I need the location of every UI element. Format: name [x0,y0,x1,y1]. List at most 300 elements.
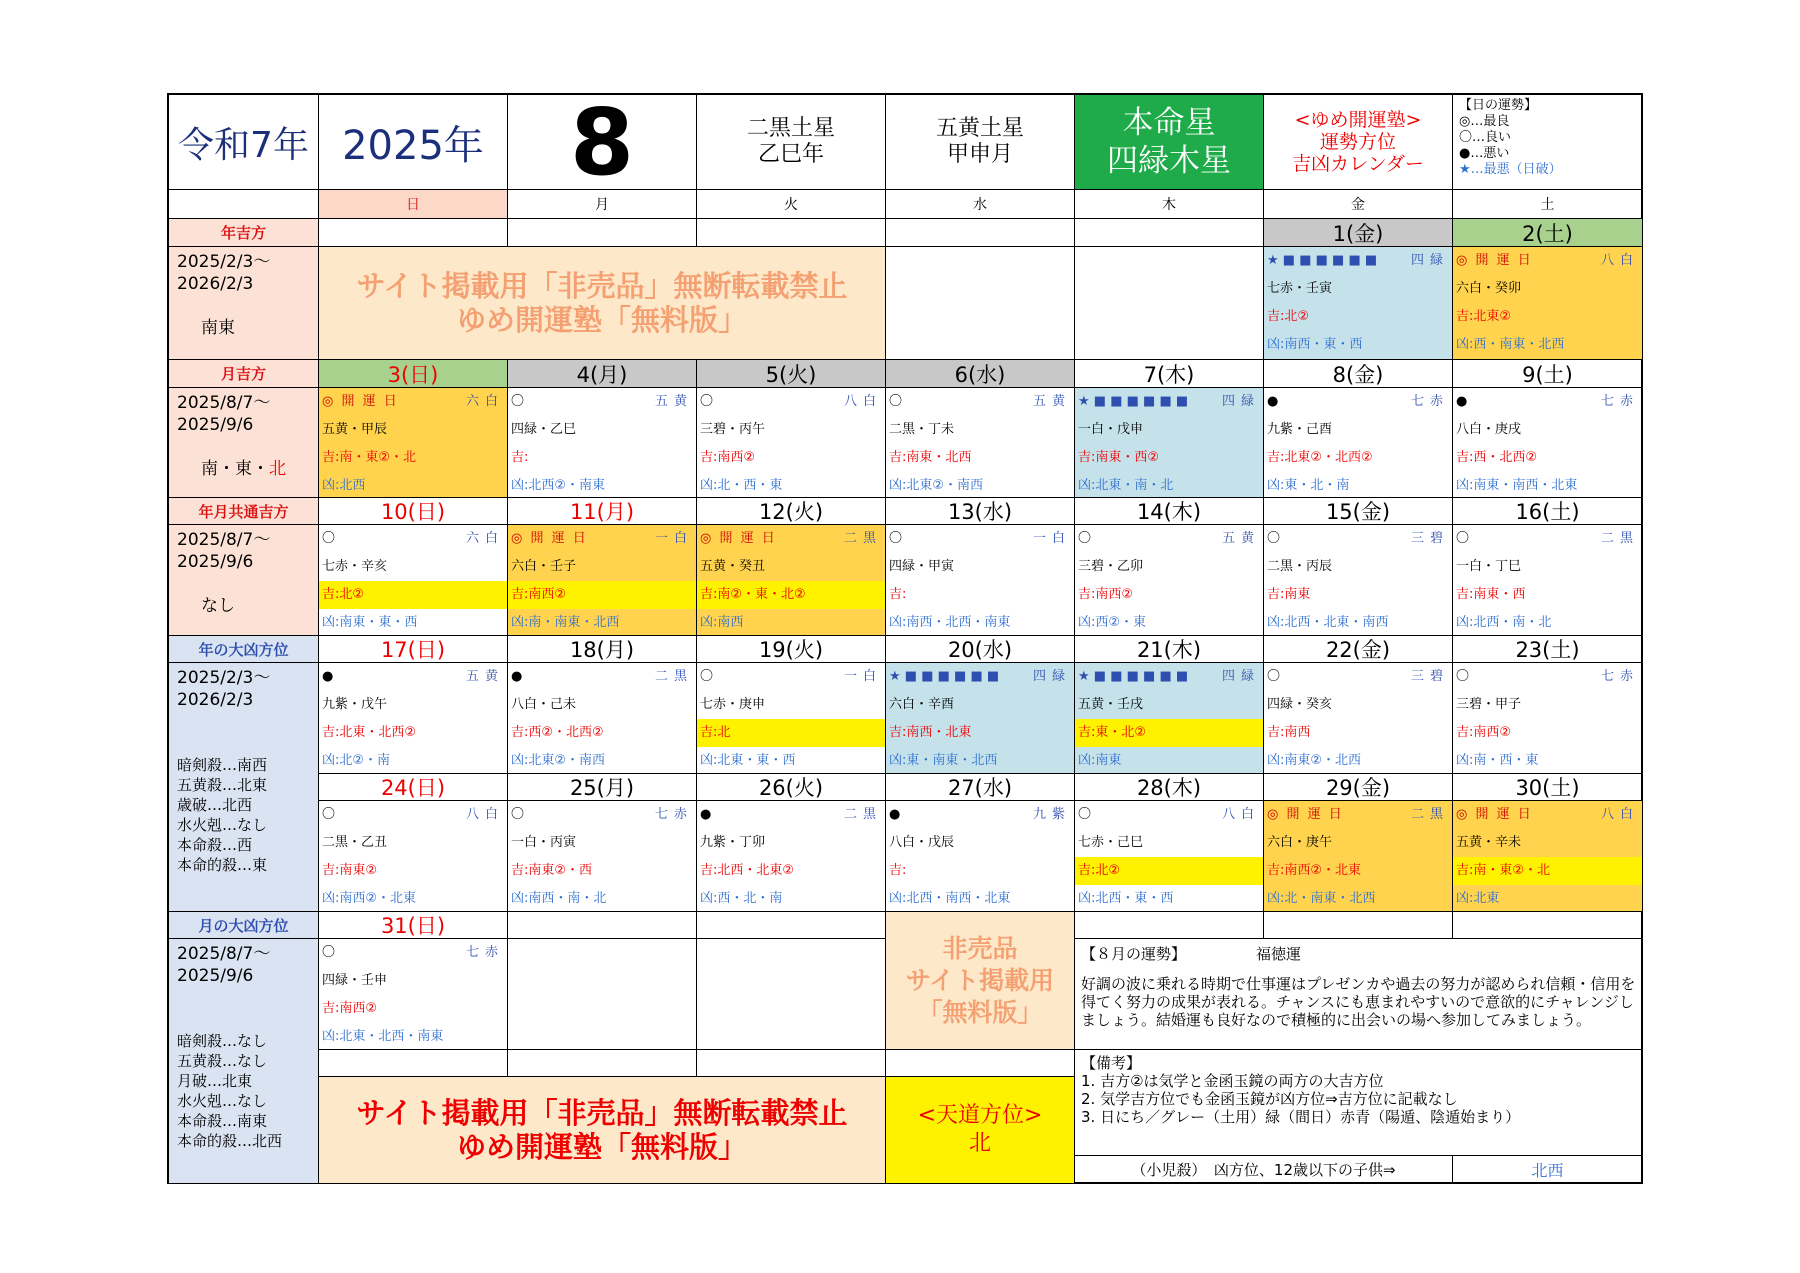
day-kanshi: 八白・己未 [511,697,577,712]
month-star-cell [886,95,1075,190]
watermark-line: サイト掲載用 [905,965,1055,995]
legend-item: ●…悪い [1459,146,1510,161]
day-fortune-mark: 〇 [889,394,903,409]
day-nine-star: 五黄 [654,394,693,409]
day-nine-star: 六白 [465,394,504,409]
day-fortune-mark: ● [511,669,523,684]
day-unlucky-direction: 凶:北西②・南東 [511,478,606,493]
weekday-label: 木 [1162,197,1176,213]
day-lucky-direction: 吉:南東② [322,863,378,878]
day-cell [1075,663,1264,774]
day-number-week3-5 [1264,498,1453,525]
day-cell [886,525,1075,636]
day-cell [1264,663,1453,774]
tendo-line: 北 [968,1131,991,1156]
day-kanshi: 四緑・癸亥 [1267,697,1333,712]
side-line: 水火剋…なし [177,816,268,834]
side-line [177,573,310,595]
day-number-week6-0 [319,912,508,939]
side-line: 歳破…北西 [177,796,253,814]
year-star-cell [697,95,886,190]
day-kanshi: 六白・癸卯 [1456,281,1522,296]
day-fortune-mark: 〇 [322,531,336,546]
side-line: 月破…北東 [177,1072,253,1090]
weekday-label: 金 [1351,197,1365,213]
watermark-bottom [319,1077,886,1184]
side-line [177,295,310,317]
side-line [177,733,310,755]
day-kanshi: 六白・壬子 [511,559,577,574]
side-header-label: 月吉方 [220,365,266,383]
day-nine-star: 七赤 [1600,669,1639,684]
day-kanshi: 五黄・甲辰 [322,422,388,437]
day-lucky-direction: 吉:北西・北東② [700,863,795,878]
side-line: なし [201,596,235,616]
day-lucky-direction: 吉: [511,450,529,465]
day-lucky-direction: 吉:南・東②・北 [1456,863,1551,878]
day-kanshi: 六白・庚午 [1267,835,1333,850]
day-unlucky-direction: 凶:東・南東・北西 [889,753,998,768]
day-cell [319,939,508,1050]
day-number: 8(金) [1332,362,1384,387]
day-fortune-mark: ● [1456,394,1468,409]
day-number-week3-0 [319,498,508,525]
day-number: 22(金) [1325,638,1391,662]
day-number-week5-0 [319,774,508,801]
day-lucky-direction: 吉:南西② [700,450,756,465]
day-kanshi: 七赤・辛亥 [322,559,388,574]
day-kanshi: 二黒・乙丑 [322,835,388,850]
day-cell [319,525,508,636]
day-nine-star: 二黒 [654,669,693,684]
day-kanshi: 四緑・甲寅 [889,559,955,574]
day-cell [508,388,697,498]
weekday-1 [508,190,697,219]
side-body-0 [169,247,319,360]
day-kanshi: 九紫・戊午 [322,697,388,712]
day-number-week2-3 [886,360,1075,388]
day-number: 19(火) [758,638,824,662]
day-number: 24(日) [380,776,446,800]
shoni-label: （小児殺） 凶方位、12歳以下の子供⇒ [1131,1161,1396,1179]
day-cell [1453,388,1643,498]
day-number-week3-1 [508,498,697,525]
day-unlucky-direction: 凶:東・北・南 [1267,478,1350,493]
day-fortune-mark: ● [1267,394,1279,409]
day-lucky-direction: 吉:北② [322,587,365,602]
day-cell [1264,801,1453,912]
day-number-week2-5 [1264,360,1453,388]
day-nine-star: 七赤 [1600,394,1639,409]
blank-day [697,939,886,1050]
day-number: 9(土) [1522,362,1573,387]
weekday-label: 月 [595,197,609,213]
day-cell [1075,801,1264,912]
day-unlucky-direction: 凶:北西 [322,478,366,493]
day-cell [886,801,1075,912]
day-fortune-mark: 〇 [322,807,336,822]
blank-day [886,247,1075,360]
day-cell [886,663,1075,774]
day-number-week4-1 [508,636,697,663]
day-nine-star: 八白 [1600,253,1639,268]
era-label: 令和7年 [178,124,309,166]
watermark-line: サイト掲載用「非売品」無断転載禁止 [356,1096,848,1130]
day-unlucky-direction: 凶:北・南東・北西 [1267,891,1376,906]
day-number-week5-2 [697,774,886,801]
side-line: 2025/9/6 [177,415,254,435]
day-number-week5-1 [508,774,697,801]
side-line: 2025/8/7～ [177,944,271,964]
day-number: 17(日) [380,638,446,662]
day-cell [1453,663,1643,774]
day-fortune-mark: ◎ 開 運 日 [1456,253,1533,268]
day-cell [1453,247,1643,360]
day-unlucky-direction: 凶:西・南東・北西 [1456,337,1565,352]
day-unlucky-direction: 凶:南東・南西・北東 [1456,478,1578,493]
month-star-line: 甲申月 [946,142,1013,167]
blank-number [697,912,886,939]
day-cell [1075,525,1264,636]
blank-number [508,912,697,939]
watermark-mid [886,912,1075,1050]
day-unlucky-direction: 凶:北・西・東 [700,478,783,493]
day-kanshi: 二黒・丁未 [889,422,955,437]
day-kanshi: 一白・丙寅 [511,835,577,850]
day-unlucky-direction: 凶:北西・東・西 [1078,891,1174,906]
day-number-week4-0 [319,636,508,663]
day-nine-star: 五黄 [1221,531,1260,546]
day-number-week4-3 [886,636,1075,663]
day-number: 11(月) [569,500,635,524]
day-fortune-mark: 〇 [1267,531,1281,546]
side-line [177,711,310,733]
day-lucky-direction: 吉:北 [700,725,731,740]
day-number-week5-5 [1264,774,1453,801]
day-nine-star: 五黄 [465,669,504,684]
day-nine-star: 七赤 [654,807,693,822]
day-lucky-direction: 吉:南・東②・北 [322,450,417,465]
day-nine-star: 八白 [1221,807,1260,822]
day-cell [1453,525,1643,636]
blank-row [886,1050,1075,1077]
monthly-fortune-box [1075,939,1643,1050]
side-line: 南東 [201,318,235,338]
day-nine-star: 八白 [1600,807,1639,822]
day-fortune-mark: ● [889,807,901,822]
year-cell [319,95,508,190]
notes-line: 3. 日にち／グレー（土用）緑（間日）赤青（陽遁、陰遁始まり） [1081,1108,1521,1126]
day-fortune-mark: ◎ 開 運 日 [700,531,777,546]
day-kanshi: 四緑・壬申 [322,973,388,988]
day-fortune-mark: 〇 [700,669,714,684]
legend-item: 【日の運勢】 [1459,98,1538,113]
day-fortune-mark: ● [322,669,334,684]
day-kanshi: 一白・丁巳 [1456,559,1522,574]
day-nine-star: 二黒 [843,807,882,822]
notes-title: 【備考】 [1081,1054,1142,1072]
day-lucky-direction: 吉:北② [1078,863,1121,878]
day-fortune-mark: 〇 [322,945,336,960]
side-body-2 [169,525,319,636]
blank-number [1075,912,1264,939]
day-number: 27(水) [947,776,1013,800]
legend-item: ◎…最良 [1459,114,1510,129]
day-number-week1-3 [886,219,1075,247]
notes-line: 1. 吉方②は気学と金函玉鏡の両方の大吉方位 [1081,1072,1384,1090]
day-nine-star: 一白 [843,669,882,684]
side-line: 本命的殺…東 [177,856,268,874]
watermark-line: 「無料版」 [917,997,1043,1027]
day-number-week4-6 [1453,636,1643,663]
day-kanshi: 二黒・丙辰 [1267,559,1333,574]
day-cell [1264,388,1453,498]
day-fortune-mark: 〇 [889,531,903,546]
day-number: 2(土) [1522,221,1573,246]
day-unlucky-direction: 凶:北東・北西・南東 [322,1029,444,1044]
side-header-0 [169,219,319,247]
day-cell [697,801,886,912]
month-cell [508,95,697,190]
day-number-week3-6 [1453,498,1643,525]
side-line: 2026/2/3 [177,274,254,294]
fortune-name: 福徳運 [1256,945,1302,963]
side-body-3 [169,663,319,912]
day-number: 12(火) [758,500,824,524]
weekday-2 [697,190,886,219]
weekday-0 [319,190,508,219]
day-number: 18(月) [569,638,635,662]
day-lucky-direction: 吉: [889,863,907,878]
day-number-week1-4 [1075,219,1264,247]
shoni-label-cell [1075,1156,1453,1184]
day-number: 5(火) [765,362,817,387]
day-fortune-mark: 〇 [1078,531,1092,546]
day-lucky-direction: 吉:南東・西 [1456,587,1526,602]
day-unlucky-direction: 凶:北東・南・北 [1078,478,1174,493]
day-number-week2-4 [1075,360,1264,388]
day-cell [1264,247,1453,360]
day-fortune-mark: ● [700,807,712,822]
side-line: 本命殺…西 [177,836,253,854]
day-number: 29(金) [1325,776,1391,800]
day-kanshi: 九紫・丁卯 [700,835,766,850]
day-kanshi: 五黄・辛未 [1456,835,1522,850]
day-nine-star: 四緑 [1410,253,1449,268]
day-nine-star: 九紫 [1032,807,1071,822]
yume-line: 吉凶カレンダー [1292,153,1424,175]
side-line: 2026/2/3 [177,690,254,710]
day-lucky-direction: 吉:東・北② [1078,725,1147,740]
day-unlucky-direction: 凶:南西・南・北 [511,891,607,906]
day-cell [886,388,1075,498]
day-unlucky-direction: 凶:南西 [700,615,744,630]
day-nine-star: 一白 [654,531,693,546]
honmei-line: 本命星 [1122,105,1216,141]
day-number: 20(水) [947,638,1013,662]
day-fortune-mark: 〇 [1456,669,1470,684]
day-number-week5-6 [1453,774,1643,801]
day-cell [508,663,697,774]
day-lucky-direction: 吉:西②・北西② [511,725,604,740]
weekday-blank [169,190,319,219]
day-unlucky-direction: 凶:北東②・南西 [889,478,984,493]
day-nine-star: 七赤 [465,945,504,960]
side-header-1 [169,360,319,388]
day-number-week4-2 [697,636,886,663]
day-kanshi: 七赤・壬寅 [1267,281,1333,296]
weekday-label: 日 [406,197,420,213]
day-lucky-direction: 吉:南西② [511,587,567,602]
side-line: 本命的殺…北西 [177,1132,283,1150]
day-number: 1(金) [1332,221,1384,246]
weekday-label: 水 [973,197,987,213]
day-kanshi: 八白・庚戌 [1456,422,1522,437]
day-unlucky-direction: 凶:北東 [1456,891,1500,906]
day-number-week4-5 [1264,636,1453,663]
side-line [177,987,310,1009]
watermark-line: 非売品 [942,933,1018,963]
day-kanshi: 三碧・乙卯 [1078,559,1144,574]
month-number: 8 [569,95,634,190]
day-unlucky-direction: 凶:北東②・南西 [511,753,606,768]
honmei-line: 四緑木星 [1107,143,1231,179]
day-unlucky-direction: 凶:南西・東・西 [1267,337,1363,352]
day-lucky-direction: 吉:北東②・北西② [1267,450,1373,465]
day-unlucky-direction: 凶:南西・北西・南東 [889,615,1011,630]
day-cell [1453,801,1643,912]
day-unlucky-direction: 凶:南東 [1078,753,1122,768]
day-number: 4(月) [576,362,628,387]
day-number-week1-2 [697,219,886,247]
day-number-week2-6 [1453,360,1643,388]
side-line: 本命殺…南東 [177,1112,268,1130]
day-number: 10(日) [380,500,446,524]
side-line: 2025/9/6 [177,966,254,986]
day-nine-star: 一白 [1032,531,1071,546]
shoni-value: 北西 [1531,1161,1564,1180]
day-cell [1075,388,1264,498]
side-header-3 [169,636,319,663]
day-lucky-direction: 吉:南東 [1267,587,1311,602]
day-unlucky-direction: 凶:西・北・南 [700,891,783,906]
day-number: 25(月) [569,776,635,800]
day-fortune-mark: 〇 [1267,669,1281,684]
side-line: 水火剋…なし [177,1092,268,1110]
day-number-week5-3 [886,774,1075,801]
day-cell [508,801,697,912]
day-lucky-direction: 吉:南西② [1456,725,1512,740]
day-unlucky-direction: 凶:北西・南西・北東 [889,891,1011,906]
day-fortune-mark: ★ ■ ■ ■ ■ ■ ■ [1078,394,1189,409]
day-number-week3-2 [697,498,886,525]
day-number-week1-6 [1453,219,1643,247]
day-cell [1264,525,1453,636]
legend-item: ★…最悪（日破） [1459,162,1562,177]
day-lucky-direction: 吉: [889,587,907,602]
day-number: 15(金) [1325,500,1391,524]
side-line: 2025/8/7～ [177,530,271,550]
day-nine-star: 二黒 [1410,807,1449,822]
side-line: 暗剣殺…なし [177,1032,268,1050]
day-nine-star: 三碧 [1410,531,1449,546]
shoni-value-cell [1453,1156,1643,1184]
weekday-3 [886,190,1075,219]
blank-row [319,1050,508,1077]
blank-day [1075,247,1264,360]
day-nine-star: 四緑 [1221,669,1260,684]
day-fortune-mark: 〇 [511,394,525,409]
day-cell [697,525,886,636]
era-cell [169,95,319,190]
day-number: 23(土) [1515,638,1580,662]
year-star-line: 二黒土星 [746,116,835,141]
side-line [177,1009,310,1031]
day-number: 6(水) [954,362,1006,387]
watermark-top [319,247,886,360]
side-line: 五黄殺…北東 [177,776,268,794]
yume-line: 運勢方位 [1319,131,1396,153]
fortune-text: 好調の波に乗れる時期で仕事運はプレゼンカや過去の努力が認められ信頼・信用を得てく努力の成果が表れる。チャンスにも恵まれやすいので意欲的にチャレンジしましょう。結婚運も良好なので積極的に出会いの場へ参加してみましょう。 [1081,975,1636,1029]
day-unlucky-direction: 凶:北②・南 [322,753,391,768]
legend-cell [1453,95,1643,190]
day-kanshi: 五黄・壬戌 [1078,697,1144,712]
day-unlucky-direction: 凶:南・南東・北西 [511,615,620,630]
side-body-4 [169,939,319,1184]
side-line [177,436,310,458]
day-unlucky-direction: 凶:北西・北東・南西 [1267,615,1389,630]
day-kanshi: 七赤・庚申 [700,697,766,712]
day-number-week2-2 [697,360,886,388]
day-unlucky-direction: 凶:南・西・東 [1456,753,1539,768]
day-nine-star: 二黒 [1600,531,1639,546]
side-header-label: 年吉方 [220,224,266,242]
day-cell [319,663,508,774]
day-cell [697,388,886,498]
day-number-week3-4 [1075,498,1264,525]
day-unlucky-direction: 凶:北東・東・西 [700,753,796,768]
day-number-week1-1 [508,219,697,247]
watermark-line: ゆめ開運塾「無料版」 [456,303,747,337]
day-nine-star: 八白 [843,394,882,409]
side-line: 2025/9/6 [177,552,254,572]
side-header-2 [169,498,319,525]
weekday-label: 土 [1540,197,1555,213]
day-number: 26(火) [758,776,824,800]
day-kanshi: 五黄・癸丑 [700,559,766,574]
watermark-line: サイト掲載用「非売品」無断転載禁止 [356,269,848,303]
day-nine-star: 五黄 [1032,394,1071,409]
day-unlucky-direction: 凶:北西・南・北 [1456,615,1552,630]
day-lucky-direction: 吉:北東・北西② [322,725,417,740]
day-lucky-direction: 吉:南西・北東 [889,725,972,740]
day-lucky-direction: 吉:南東・北西 [889,450,972,465]
day-kanshi: 一白・戊申 [1078,422,1144,437]
day-cell [319,388,508,498]
tendo-line: <天道方位> [917,1103,1043,1128]
month-star-line: 五黄土星 [935,116,1024,141]
day-nine-star: 六白 [465,531,504,546]
side-line: 2025/2/3～ [177,668,271,688]
day-fortune-mark: ◎ 開 運 日 [1456,807,1533,822]
day-lucky-direction: 吉:北東② [1456,309,1512,324]
day-nine-star: 二黒 [843,531,882,546]
day-kanshi: 四緑・乙巳 [511,422,577,437]
day-number-week1-0 [319,219,508,247]
day-lucky-direction: 吉:南東・西② [1078,450,1160,465]
day-fortune-mark: 〇 [1078,807,1092,822]
side-line: 南・東・ [201,459,269,479]
